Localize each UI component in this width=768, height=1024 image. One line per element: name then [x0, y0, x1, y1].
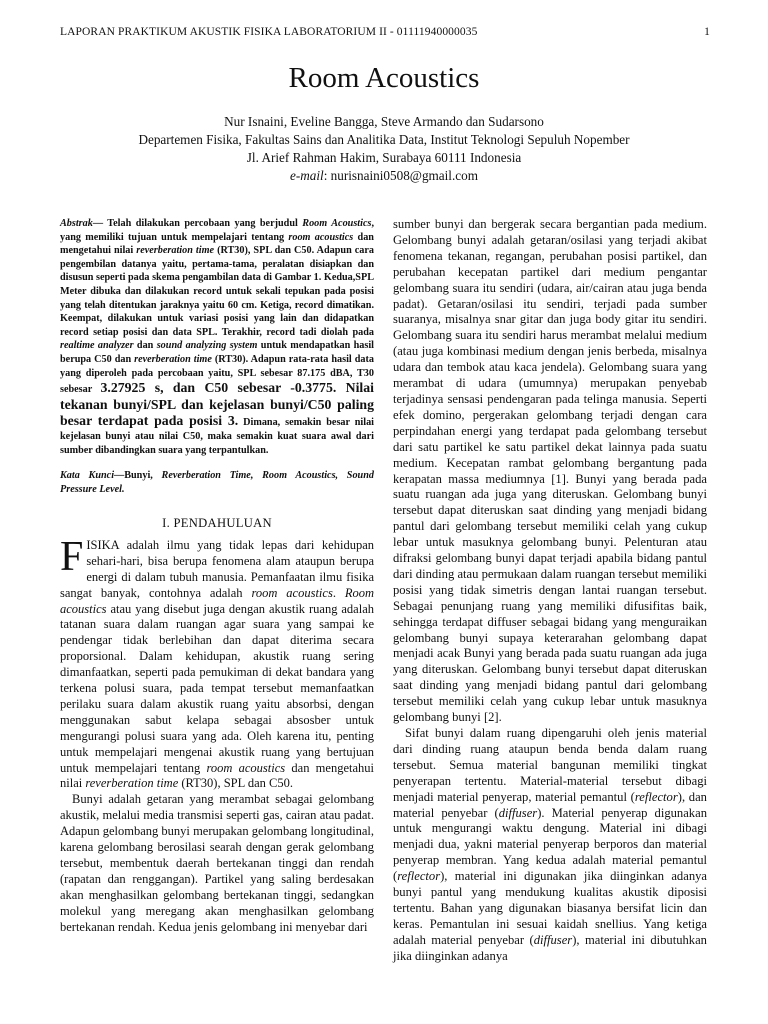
intro-paragraph-1	[60, 533, 375, 793]
abstract	[60, 217, 374, 457]
abstract-emphasis: sound analyzing system	[156, 340, 258, 352]
abstract-emphasis: reverberation time	[136, 245, 215, 257]
abstract-text: untuk mendapatkan hasil berupa C50 dan	[60, 340, 374, 365]
author-affiliation: Departemen Fisika, Fakultas Sains dan Analitika Data, Institut Teknologi Sepuluh Nopember	[138, 132, 630, 147]
paragraph-text: ), material ini dibutuhkan jika diinginkan adanya	[393, 932, 707, 963]
dropcap: F	[60, 533, 84, 580]
paragraph-text: atau yang disebut juga dengan akustik ruang adalah tatanan suara dalam ruangan agar suara yang sampai ke pendengar tidak berlebihan dan dapat diterima secara proporsional. Dalam kehidupan, akustik ruang sering dimanfaatkan, seperti pada pemukiman di dekat bandara yang terkena polusi suara, pada tempat tersebut memanfaatkan perilaku suara dalam akustik ruang yaitu absorbsi, dengan menggunakan sabut kelapa sebagai absosber untuk mengurangi polusi suara yang ada. Oleh karena itu, penting untuk mempelajari mengenai akustik ruang yang bertujuan untuk mempelajari tentang	[60, 601, 374, 775]
page-number: 1	[704, 26, 710, 38]
abstract-text: — Telah dilakukan percobaan yang berjudul	[92, 218, 303, 229]
paragraph-emphasis: room acoustics	[251, 585, 333, 600]
paragraph-emphasis: Room acoustics	[60, 585, 375, 616]
paragraph-text: ). Material penyerap digunakan untuk mengurangi waktu dengung. Material ini dibagi menjadi dua, yakni material penyerap berporos dan material penyerap membran. Yang kedua adalah material pemantul (	[393, 805, 707, 884]
abstract-emphasis: room acoustics	[288, 231, 354, 243]
author-email-line	[0, 167, 768, 185]
abstract-text: Dimana, semakin besar nilai kejelasan bunyi atau nilai C50, maka semakin kuat suara awal dari sumber dibandingkan suara yang terpantulkan.	[60, 417, 374, 456]
author-block	[0, 113, 768, 185]
paragraph-emphasis: reflector	[634, 789, 678, 804]
abstract-emphasis: realtime analyzer	[60, 340, 134, 352]
paragraph-emphasis: room acoustics	[206, 760, 286, 775]
abstract-emphasis: Room Acoustics	[302, 218, 372, 229]
paragraph-emphasis: reverberation time	[85, 776, 179, 791]
abstract-results: 3.27925 s, dan C50 sebesar -0.3775. Nilai tekanan bunyi/SPL dan kejelasan bunyi/C50 paling besar terdapat pada posisi 3.	[60, 380, 374, 429]
paragraph-text: ), material ini digunakan jika diinginkan adanya bunyi pantul yang mendukung kualitas akustik diposisi tertentu. Bahan yang digunakan biasanya bersifat licin dan keras. Pemantulan ini sesuai kaidah snellius. Yang ketiga adalah material penyebar (	[393, 869, 707, 947]
abstract-text: (RT30). Adapun rata-rata hasil data yang diperoleh pada percobaan yaitu, SPL sebesar 87.175 dBA, T30 sebesar	[60, 353, 375, 396]
author-names: Nur Isnaini, Eveline Bangga, Steve Armando dan Sudarsono	[224, 114, 544, 129]
abstract-text: , yang memiliki tujuan untuk mempelajari tentang	[60, 218, 375, 243]
paragraph-text: ISIKA adalah ilmu yang tidak lepas dari kehidupan sehari-hari, bisa berupa fenomena alam ataupun berupa energi di dalam tubuh manusia. Pemanfaatan ilmu fisika sangat banyak, contohnya adalah	[60, 537, 374, 600]
keywords-text: —Bunyi,	[114, 470, 162, 482]
keywords	[60, 469, 374, 496]
keywords-label: Kata Kunci	[60, 470, 115, 482]
right-column	[393, 217, 707, 965]
paragraph-text: ), dan material penyebar (	[393, 789, 707, 820]
paragraph-text: dan mengetahui nilai	[60, 760, 374, 791]
section-heading: I. PENDAHULUAN	[162, 516, 272, 531]
keywords-emphasis: Reverberation Time, Room Acoustics, Sound Pressure Level.	[60, 470, 374, 495]
abstract-label: Abstrak	[60, 218, 93, 229]
paragraph-text: (RT30), SPL dan C50.	[178, 776, 294, 791]
paragraph-emphasis: diffuser	[498, 805, 538, 820]
paragraph-emphasis: diffuser	[533, 932, 573, 947]
left-column	[60, 217, 374, 936]
paragraph-emphasis: reflector	[397, 869, 441, 884]
intro-paragraph-2: Bunyi adalah getaran yang merambat sebagai gelombang akustik, melalui media transmisi seperti gas, cairan atau padat. Adapun gelombang bunyi merupakan gelombang longitudinal, karena gelombang berosilasi searah dengan gerak gelombang tersebut, membentuk daerah bertekanan tinggi dan rendah (rapatan dan renggangan). Partikel yang saling berdesakan akan menghasilkan gelombang bertekanan tinggi, sedangkan molekul yang meregang akan menghasilkan gelombang bertekanan rendah. Kedua jenis gelombang ini menyebar dari	[60, 792, 374, 934]
email-label: e-mail	[290, 168, 324, 183]
paragraph-text: Sifat bunyi dalam ruang dipengaruhi oleh jenis material dari dinding ruang ataupun benda benda dalam ruang tersebut. Semua material bangunan memiliki tingkat penyerapan tertentu. Material-material tersebut dibagi menjadi material penyerap, material pemantul (	[393, 726, 707, 804]
abstract-emphasis: reverberation time	[134, 353, 212, 365]
abstract-text: dan mengetahui nilai	[60, 231, 374, 257]
author-email: : nurisnaini0508@gmail.com	[323, 168, 478, 183]
abstract-text: dan	[133, 340, 157, 352]
right-paragraph-1: sumber bunyi dan bergerak secara bergantian pada medium. Gelombang bunyi adalah getaran/osilasi yang terjadi akibat fenomena tekanan, regangan, perubahan posisi partikel, dan perubahan kecepatan partikel dari medium pengantar gelombang suara itu sendiri (udara, air/cairan atau juga benda padat). Getaran/osilasi itu sendiri, terjadi pada sumber suaranya, misalnya snar gitar dan juga body gitar itu sendiri. Gelombang suara itu sendiri harus merambat melalui medium (atau juga kombinasi medium dengan jenis berbeda, misalnya udara dan tembok atau kaca jendela). Gelombang suara yang merambat di udara (umumnya) merupakan penyebab terjadinya sensasi pendengaran pada telinga manusia. Seperti efek domino, pergerakan gelombang terjadi dengan cara perpindahan energi yang terdapat pada gelombang tersebut dari satu partikel ke satu partikel dekat lainnya pada suatu medium. Kecepatan rambat gelombang bergantung pada kerapatan massa mediumnya [1]. Bunyi yang berada pada suatu ruangan ada juga yang diteruskan. Gelombang bunyi tersebut dapat diteruskan saat dinding yang menjadi bidang pantul dari gelombang tersebut memiliki celah yang cukup lebar untuk masuknya gelombang bunyi. Pelenturan atau difraksi gelombang bunyi dapat terjadi apabila bidang pantul dari dinding atau permukaan dalam ruangan tersebut memiliki posisi yang tidak simetris dengan lantai ruangan tersebut. Sebagai penunjang ruang yang memiliki difusifitas baik, sehingga terdapat diffuser sebagai bidang yang menguraikan gelombang bunyi supaya keterarahan gelombang dapat menjadi acak Bunyi yang berada pada suatu ruangan ada juga yang diteruskan. Gelombang bunyi tersebut dapat diteruskan saat dinding yang menjadi bidang pantul dari gelombang tersebut memiliki celah yang cukup lebar untuk masuknya gelombang bunyi [2].	[393, 217, 707, 725]
paragraph-text: .	[332, 585, 345, 600]
running-title: LAPORAN PRAKTIKUM AKUSTIK FISIKA LABORATORIUM II - 01111940000035	[60, 26, 478, 38]
author-address: Jl. Arief Rahman Hakim, Surabaya 60111 Indonesia	[246, 150, 522, 165]
right-paragraph-2	[393, 726, 707, 965]
abstract-text: (RT30), SPL dan C50. Adapun cara pengembilan datanya yaitu, pertama-tama, peralatan disiapkan dan disusun seperti pada skema pengambilan data di Gambar 1. Kedua,SPL Meter dibuka dan dilakukan record untuk sekali tepukan pada posisi yang telah ditentukan jaraknya yaitu 60 cm. Ketiga, record dimatikan. Keempat, dilakukan untuk variasi posisi yang lain dan didapatkan record setiap posisi dan data SPL. Terakhir, record tadi diolah pada	[60, 245, 375, 338]
paper-title: Room Acoustics	[288, 62, 480, 94]
running-header	[60, 26, 710, 38]
